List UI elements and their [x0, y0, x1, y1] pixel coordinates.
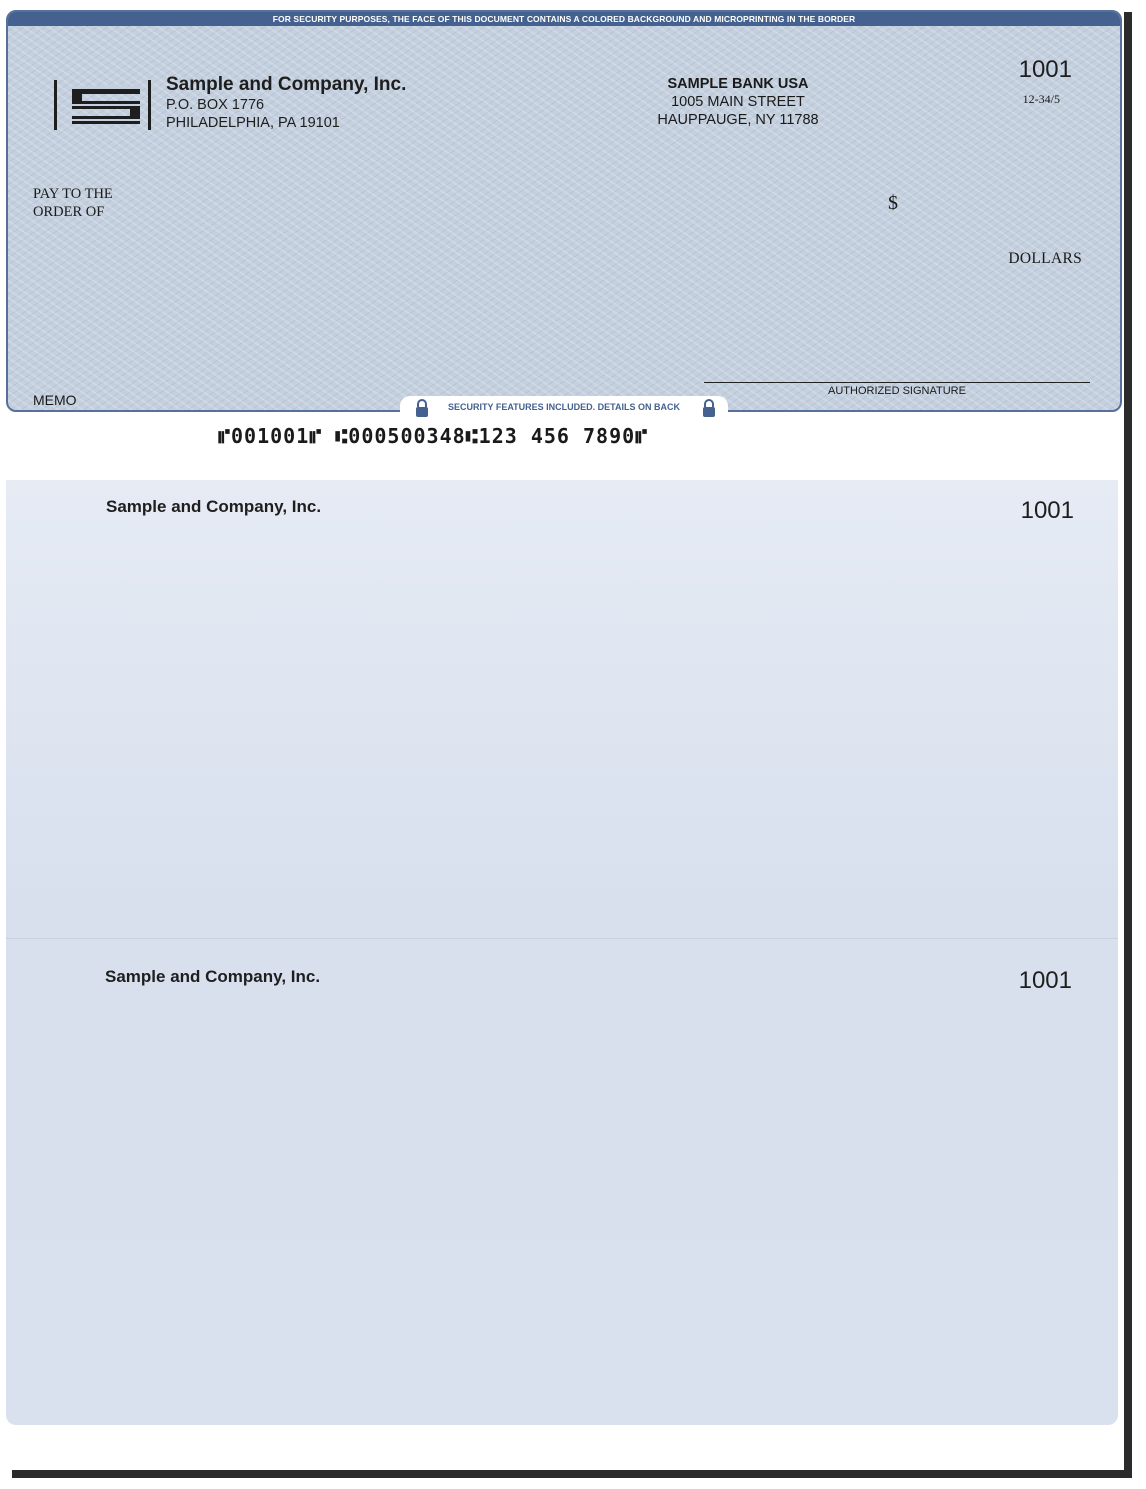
check-face — [6, 10, 1122, 412]
bank-address-line1: 1005 MAIN STREET — [671, 94, 805, 110]
company-address-line2: PHILADELPHIA, PA 19101 — [166, 115, 340, 131]
check-page — [4, 4, 1124, 1470]
company-block — [166, 74, 406, 132]
dollars-label: DOLLARS — [1008, 250, 1082, 267]
company-logo-icon — [52, 76, 152, 134]
signature-line — [704, 382, 1090, 383]
company-address-line1: P.O. BOX 1776 — [166, 97, 265, 113]
stub-check-number: 1001 — [1020, 497, 1074, 524]
memo-label: MEMO — [33, 392, 77, 408]
dollar-sign: $ — [888, 192, 898, 214]
stub-company-name: Sample and Company, Inc. — [106, 497, 322, 516]
bank-address-line2: HAUPPAUGE, NY 11788 — [657, 112, 819, 128]
stub-check-number: 1001 — [1018, 967, 1072, 994]
padlock-icon — [700, 398, 718, 418]
signature-label: AUTHORIZED SIGNATURE — [828, 385, 966, 397]
check-number: 1001 — [1018, 56, 1072, 83]
check-stubs — [6, 480, 1118, 1425]
pay-to-line1: PAY TO THE — [33, 186, 113, 202]
stub-company-name: Sample and Company, Inc. — [105, 967, 321, 986]
bank-block — [638, 75, 838, 129]
security-banner: FOR SECURITY PURPOSES, THE FACE OF THIS DOCUMENT CONTAINS A COLORED BACKGROUND AND MICROPRINTING IN THE BORDER — [8, 12, 1120, 26]
company-name: Sample and Company, Inc. — [166, 74, 407, 95]
bank-name: SAMPLE BANK USA — [667, 76, 809, 92]
stub-divider — [6, 938, 1118, 939]
routing-fraction: 12-34/5 — [1022, 92, 1060, 106]
micr-line: ⑈001001⑈ ⑆000500348⑆123 456 7890⑈ — [218, 424, 649, 448]
security-features-text: SECURITY FEATURES INCLUDED. DETAILS ON BACK — [447, 402, 680, 412]
pay-to-label — [33, 185, 113, 221]
pay-to-line2: ORDER OF — [33, 204, 105, 220]
